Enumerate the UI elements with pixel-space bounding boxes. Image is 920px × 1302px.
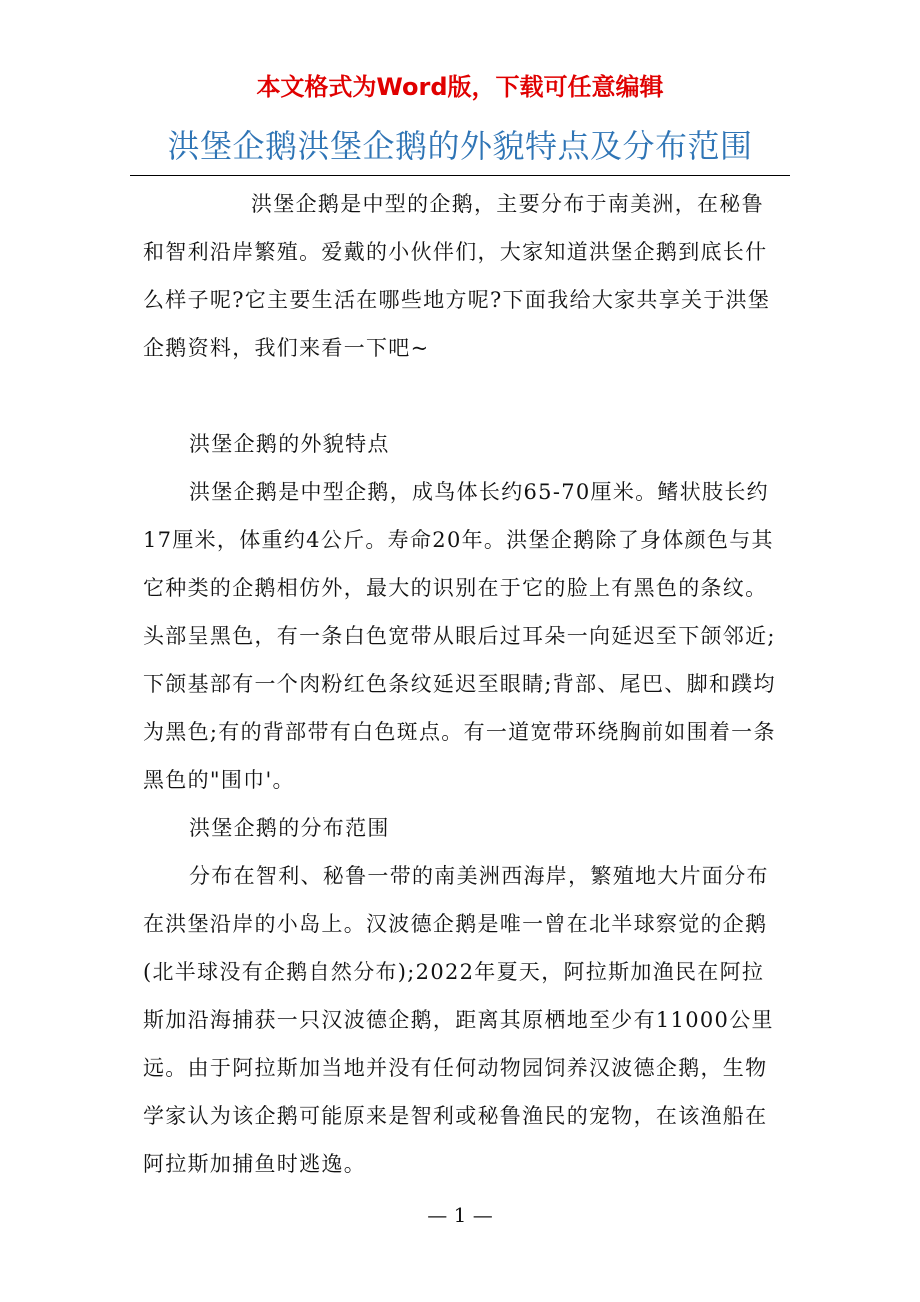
intro-paragraph: 洪堡企鹅是中型的企鹅，主要分布于南美洲，在秘鲁和智利沿岸繁殖。爱戴的小伙伴们，大家知道洪堡企鹅到底长什么样子呢?它主要生活在哪些地方呢?下面我给大家共享关于洪堡企鹅资料，我们来看一下吧~	[143, 192, 771, 360]
page-number: — 1 —	[427, 1203, 493, 1227]
section-heading-distribution: 洪堡企鹅的分布范围	[189, 816, 390, 840]
format-notice-banner: 本文格式为Word版，下载可任意编辑	[256, 73, 664, 101]
section-heading-appearance: 洪堡企鹅的外貌特点	[189, 432, 390, 456]
document-body	[143, 180, 783, 1188]
title-divider	[130, 175, 790, 176]
paragraph-spacer	[143, 372, 783, 420]
section-paragraph-appearance: 洪堡企鹅是中型企鹅，成鸟体长约65-70厘米。鳍状肢长约17厘米，体重约4公斤。寿命20年。洪堡企鹅除了身体颜色与其它种类的企鹅相仿外，最大的识别在于它的脸上有黑色的条纹。头部呈黑色，有一条白色宽带从眼后过耳朵一向延迟至下颌邻近;下颌基部有一个肉粉红色条纹延迟至眼睛;背部、尾巴、脚和蹼均为黑色;有的背部带有白色斑点。有一道宽带环绕胸前如围着一条黑色的"围巾'。	[143, 480, 776, 792]
section-paragraph-distribution: 分布在智利、秘鲁一带的南美洲西海岸，繁殖地大片面分布在洪堡沿岸的小岛上。汉波德企鹅是唯一曾在北半球察觉的企鹅 (北半球没有企鹅自然分布);2022年夏天，阿拉斯加渔民在阿拉斯加沿海捕获一只汉波德企鹅，距离其原栖地至少有11000公里远。由于阿拉斯加当地并没有任何动物园饲养汉波德企鹅，生物学家认为该企鹅可能原来是智利或秘鲁渔民的宠物，在该渔船在阿拉斯加捕鱼时逃逸。	[143, 864, 774, 1176]
document-title: 洪堡企鹅洪堡企鹅的外貌特点及分布范围	[167, 127, 753, 165]
